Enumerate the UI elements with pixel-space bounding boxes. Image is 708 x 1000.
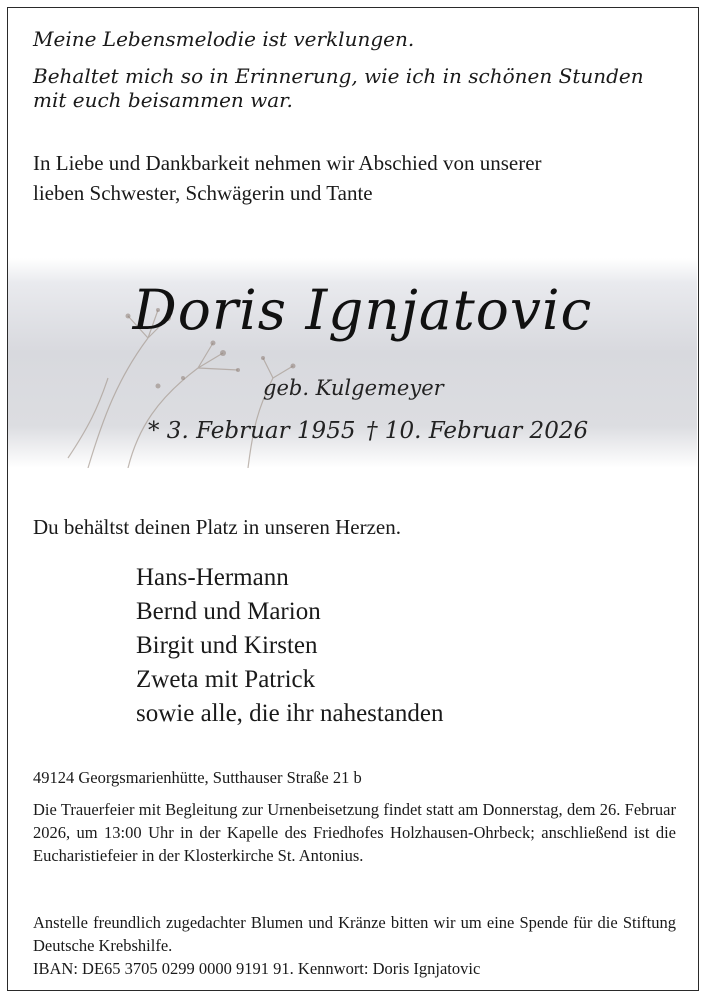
obituary-card <box>7 7 699 991</box>
iban-text: IBAN: DE65 3705 0299 0000 9191 91. Kennwort: Doris Ignjatovic <box>33 959 481 978</box>
intro-text <box>33 148 542 208</box>
intro-line-1: In Liebe und Dankbarkeit nehmen wir Abschied von unserer <box>33 151 542 175</box>
mourner-item: Bernd und Marion <box>136 598 321 625</box>
poem-stanza <box>33 64 644 112</box>
address: 49124 Georgsmarienhütte, Sutthauser Straße 21 b <box>33 768 362 787</box>
mourner-item: Hans-Hermann <box>136 564 289 591</box>
birth-date: * 3. Februar 1955 <box>148 418 356 444</box>
deceased-name: Doris Ignjatovic <box>132 278 593 342</box>
mourner-item: Zweta mit Patrick <box>136 666 316 693</box>
donation-text: Anstelle freundlich zugedachter Blumen und Kränze bitten wir um eine Spende für die Stiftung Deutsche Krebshilfe. <box>33 913 676 955</box>
donation-info <box>33 911 676 980</box>
poem-line-2: Behaltet mich so in Erinnerung, wie ich in schönen Stunden <box>33 64 644 88</box>
mourner-item: sowie alle, die ihr nahestanden <box>136 700 444 727</box>
intro-line-2: lieben Schwester, Schwägerin und Tante <box>33 181 373 205</box>
mourner-item: Birgit und Kirsten <box>136 632 318 659</box>
funeral-info: Die Trauerfeier mit Begleitung zur Urnenbeisetzung findet statt am Donnerstag, dem 26. Februar 2026, um 13:00 Uhr in der Kapelle des Friedhofes Holzhausen-Ohrbeck; anschließend ist die Eucharistiefeier in der Klosterkirche St. Antonius. <box>33 800 676 865</box>
mourners-list <box>136 561 444 731</box>
name-banner <box>8 258 697 468</box>
poem-line-1: Meine Lebensmelodie ist verklungen. <box>33 27 415 51</box>
motto-text: Du behältst deinen Platz in unseren Herzen. <box>33 515 401 539</box>
death-date: † 10. Februar 2026 <box>366 418 589 444</box>
poem-line-3: mit euch beisammen war. <box>33 88 293 112</box>
maiden-name: geb. Kulgemeyer <box>263 376 444 400</box>
